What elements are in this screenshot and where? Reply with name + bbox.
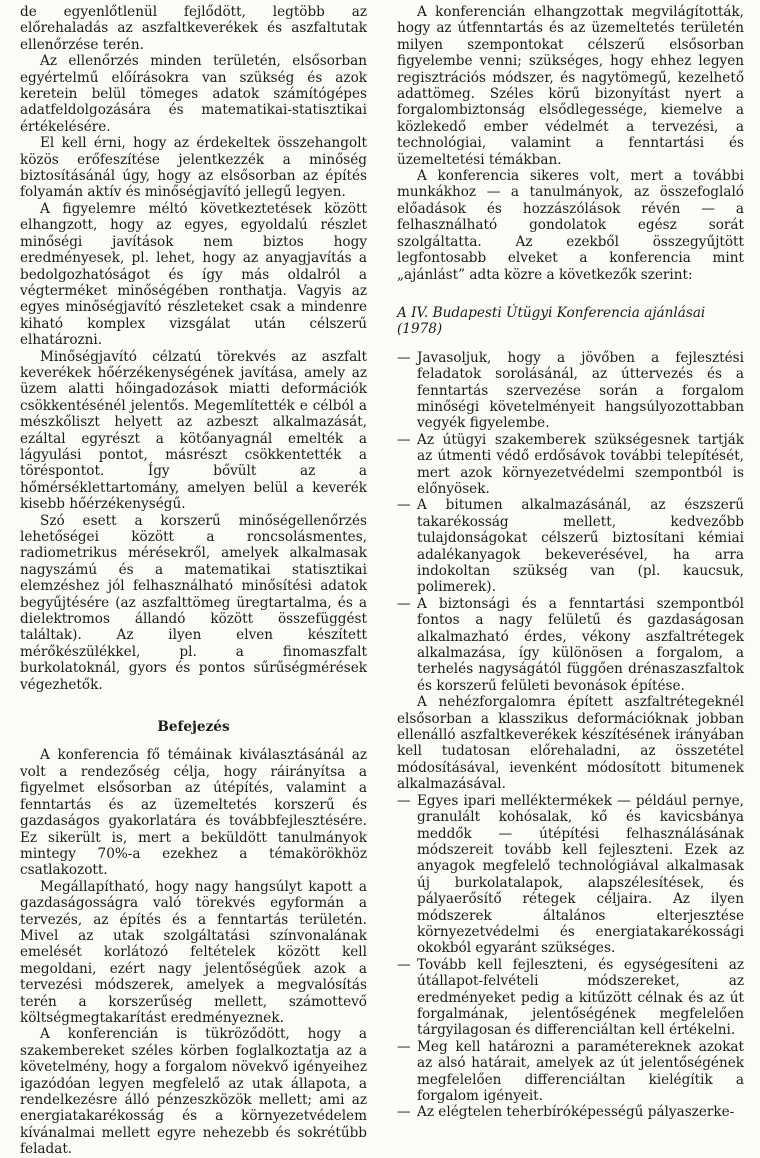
left-paragraph: A figyelemre méltó következtetések között elhangzott, hogy az egyes, egyoldalú részlet minőségi javítások nem biztos hogy eredményesek, pl. lehet, hogy az anyagjavítás a bedolgozhatóságot és így más oldalról a végterméket minőségében ronthatja. Vagyis az egyes minőségjavító részleteket csak a mindenre kiható komplex vizsgálat után célszerű elhatározni. (20, 200, 367, 349)
right-paragraph: A konferencia sikeres volt, mert a további munkákhoz — a tanulmányok, az összefoglaló előadások és hozzászólások révén — a felhasználható gondolatok egész sorát szolgáltatta. Az ezekből összegyűjtött legfontosabb elveket a konferencia mint „ajánlást” adta közre a következők szerint: (397, 168, 744, 283)
left-paragraph: Szó esett a korszerű minőségellenőrzés lehetőségei között a roncsolásmentes, radiometrikus mérésekről, amelyek alkalmasak nagyszámú és a matematikai statisztikai elemzéshez jól felhasználható minősítési adatok begyűjtésére (az aszfalttömeg üregtartalma, és a dielektromos állandó között összefüggést találtak). Az ilyen elven készített mérőkészülékkel, pl. a finomaszfalt burkolatoknál, gyors és pontos sűrűségmérések végezhetők. (20, 512, 367, 693)
dash-marker: — (397, 595, 411, 612)
recommendations-list (397, 350, 744, 1121)
left-paragraph: Megállapítható, hogy nagy hangsúlyt kapott a gazdaságosságra való törekvés egyformán a tervezés, az építés és a fenntartás területén. Mivel az utak szolgáltatási színvonalának emelését korlátozó feltételek között kell megoldani, ezért nagy jelentőségűek azok a tervezési módszerek, amelyek a megvalósítás terén a korszerűség mellett, számottevő költségmegtakarítást eredményeznek. (20, 878, 367, 1026)
left-paragraph: de egyenlőtlenül fejlődött, legtöbb az előrehaladás az aszfaltkeverékek és aszfaltutak ellenőrzése terén. (20, 4, 367, 53)
recommendations-heading: A IV. Budapesti Útügyi Konferencia ajánlásai (1978) (397, 304, 706, 338)
recommendation-item (397, 793, 744, 957)
right-paragraph: A konferencián elhangzottak megvilágították, hogy az útfenntartás és az üzemeltetés területén milyen szempontokat célszerű elsősorban figyelembe venni; szükséges, hogy ehhez legyen regisztrációs módszer, és nagytömegű, kezelhető adattömeg. Széles körű bizonyítást nyert a forgalombiztonság elsődlegessége, kiemelve a közlekedő ember védelmét a tervezési, a technológiai, valamint a fenntartási és üzemeltetési témákban. (397, 4, 744, 168)
recommendation-item (397, 957, 744, 1039)
right-column (397, 4, 744, 1158)
left-column (20, 4, 367, 1158)
recommendation-text: A bitumen alkalmazásánál, az észszerű takarékosság mellett, kedvezőbb tulajdonságokat célszerű biztosítani kémiai adalékanyagok bekeverésével, ha arra indokoltan szükség van (pl. kaucsuk, polimerek). (417, 497, 744, 596)
recommendation-text: Meg kell határozni a paramétereknek azokat az alsó határait, amelyek az út jelentőségének megfelelően differenciáltan kielégítik a forgalom igényeit. (417, 1038, 744, 1104)
two-column-layout (20, 4, 744, 1158)
recommendation-item (397, 1104, 744, 1120)
recommendation-text: Javasoljuk, hogy a jövőben a fejlesztési feladatok sorolásánál, az úttervezés és a fenntartás szervezése során a forgalom minőségi követelményeit hangsúlyozottabban vegyék figyelembe. (417, 349, 744, 432)
recommendation-item (397, 350, 744, 432)
left-paragraph: El kell érni, hogy az érdekeltek összehangolt közös erőfeszítése jelentkezzék a minőség biztosításánál úgy, hogy az elsősorban az építés folyamán aktív és minőségjavító jellegű legyen. (20, 135, 367, 201)
dash-marker: — (397, 431, 411, 448)
dash-marker: — (397, 1104, 411, 1121)
left-paragraph: A konferencián is tükröződött, hogy a szakembereket széles körben foglalkoztatja az a követelmény, hogy a forgalom növekvő igényeihez igazódóan legyen megfelelő az utak állapota, a rendelkezésre álló pénzeszközök mellett; ami az energiatakarékosság és a környezetvédelem kívánalmai mellett egyre nehezebb és sokrétűbb feladat. (20, 1026, 367, 1158)
recommendation-text: Tovább kell fejleszteni, és egységesíteni az útállapot-felvételi módszereket, az eredményeket pedig a kitűzött célnak és az út forgalmának, jelentőségének megfelelően tárgyilagosan és differenciáltan kell értékelni. (417, 956, 744, 1039)
dash-marker: — (397, 792, 411, 809)
recommendation-text: A biztonsági és a fenntartási szempontból fontos a nagy felületű és gazdaságosan alkalmazható érdes, vékony aszfaltrétegek alkalmazása, így különösen a forgalom, a terhelés nagyságától függően drénaszaszfaltok és korszerű felületi bevonások építése. (417, 595, 744, 694)
recommendation-text: Az elégtelen teherbíróképességű pályaszerke- (417, 1104, 735, 1121)
recommendation-text: Egyes ipari melléktermékek — például pernye, granulált kohósalak, kő és kavicsbánya meddők — útépítési felhasználásának módszereit tovább kell fejleszteni. Ezek az anyagok megfelelő technológiával alkalmasak új burkolatalapok, alapszélesítések, és pályaerősítő rétegek céljaira. Az ilyen módszerek általános elterjesztése környezetvédelmi és energiatakarékossági okokból egyaránt szükséges. (417, 792, 744, 957)
dash-marker: — (397, 956, 411, 973)
left-paragraph: Minőségjavító célzatú törekvés az aszfalt keverékek hőérzékenységének javítása, amely az üzem alatti hőingadozások miatti deformációk csökkentésénél jelentős. Megemlítették e célból a mészkőliszt helyett az azbeszt alkalmazását, ezáltal egyrészt a kötőanyagnál emelték a lágyulási pontot, másrészt csökkentették a töréspontot. Így bővült az a hőmérséklettartomány, amelyen belül a keverék kisebb hőérzékenységű. (20, 348, 367, 513)
recommendation-item (397, 432, 744, 498)
dash-marker: — (397, 349, 411, 366)
left-paragraph: Az ellenőrzés minden területén, elsősorban egyértelmű előírásokra van szükség és azok keretein belül tömeges adatok számítógépes adatfeldolgozására és matematikai-statisztikai értékelésére. (20, 53, 367, 135)
dash-marker: — (397, 497, 411, 514)
recommendation-subparagraph: A nehézforgalomra épített aszfaltrétegeknél elsősorban a klasszikus deformációknak jobban ellenálló aszfaltkeverékek készítésének irányában kell tudatosan előrehaladni, az összetétel módosításával, ievenként módosított bitumenek alkalmazásával. (397, 694, 744, 793)
dash-marker: — (397, 1038, 411, 1055)
recommendation-item (397, 596, 744, 694)
left-paragraph: A konferencia fő témáinak kiválasztásánál az volt a rendezőség célja, hogy ráirányítsa a figyelmet elsősorban az útépítés, valamint a fenntartás és az üzemeltetés korszerű és gazdaságos gyakorlatára és továbbfejlesztésére. Ez sikerült is, mert a beküldött tanulmányok mintegy 70%-a ezekhez a témakörökhöz csatlakozott. (20, 747, 367, 879)
recommendation-text: Az útügyi szakemberek szükségesnek tartják az útmenti védő erdősávok további telepítését, mert azok környezetvédelmi szempontból is előnyösek. (417, 431, 744, 497)
recommendation-item (397, 1039, 744, 1105)
recommendation-item (397, 497, 744, 595)
section-heading: Befejezés (157, 719, 230, 736)
